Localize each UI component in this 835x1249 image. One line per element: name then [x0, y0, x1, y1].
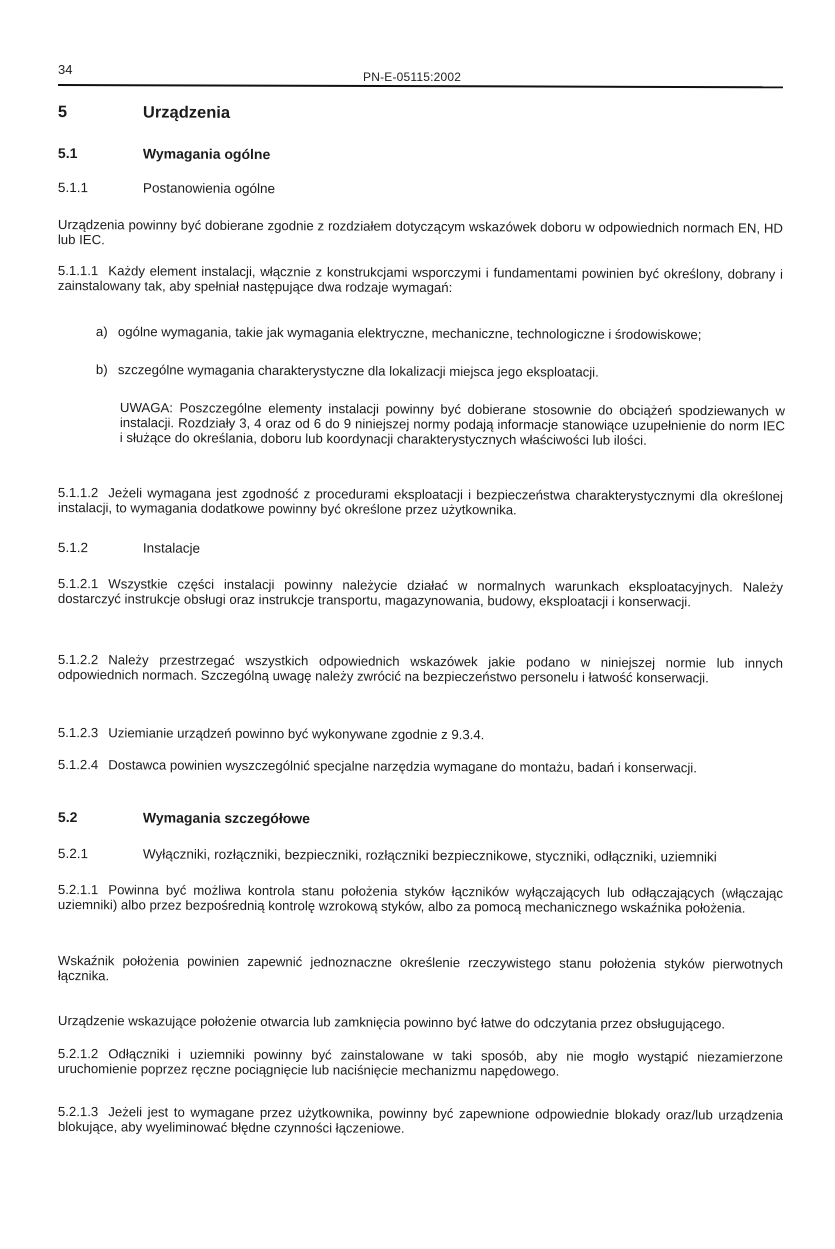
heading-title: Wyłączniki, rozłączniki, bezpieczniki, rozłączniki bezpiecznikowe, styczniki, odłączniki, uziemniki: [142, 846, 717, 865]
list-marker: b): [95, 362, 108, 378]
clause-5-2-1-3: [58, 1104, 783, 1138]
heading-number: 5.2.1: [57, 846, 89, 862]
paragraph-5-2-1-1-c: [58, 1013, 783, 1032]
list-item-a: [96, 324, 786, 343]
paragraph-text: Urządzenie wskazujące położenie otwarcia lub zamknięcia powinno być łatwe do odczytania przez obsługującego.: [57, 1013, 726, 1032]
heading-title: Wymagania ogólne: [142, 145, 271, 163]
clause-5-1-2-1: [58, 576, 783, 610]
heading-number: 5.1: [57, 145, 78, 162]
clause-text: Należy przestrzegać wszystkich odpowiednich wskazówek jakie podano w niniejszej normie lub innych odpowiednich normach. Szczególną uwagę należy zwrócić na bezpieczeństwo personelu i łatwość konserwacji.: [57, 652, 783, 686]
clause-number: 5.1.2.1: [57, 576, 99, 592]
list-item-b: [96, 362, 786, 381]
page-header: [58, 58, 783, 92]
clause-5-1-1-1: [58, 263, 783, 297]
heading-5-2-1: [58, 846, 783, 865]
clause-number: 5.1.1.2: [57, 485, 99, 501]
paragraph-5-2-1-1-b: [58, 953, 783, 987]
clause-text: Każdy element instalacji, włącznie z konstrukcjami wsporczymi i fundamentami powinien być określony, dobrany i zainstalowany tak, aby spełniał następujące dwa rodzaje wymagań:: [57, 263, 783, 296]
paragraph-text: Wskaźnik położenia powinien zapewnić jednoznaczne określenie rzeczywistego stanu położenia styków pierwotnych łącznika.: [57, 953, 783, 984]
heading-5-1-2: [58, 540, 783, 559]
section-title: Urządzenia: [142, 103, 231, 122]
standard-id: PN-E-05115:2002: [363, 70, 462, 84]
note-text: UWAGA: Poszczególne elementy instalacji powinny być dobierane stosownie do obciążeń spodziewanych w instalacji. Rozdziały 3, 4 oraz od 6 do 9 niniejszej normy podają informacje stanowiące uzupełnienie do norm IEC i służące do określania, doboru lub koordynacji charakterystycznych właściwości lub ilości.: [119, 400, 785, 448]
clause-text: Jeżeli jest to wymagane przez użytkownika, powinny być zapewnione odpowiednie blokady oraz/lub urządzenia blokujące, aby wyeliminować błędne czynności łączeniowe.: [57, 1104, 783, 1136]
heading-number: 5.1.1: [57, 180, 89, 196]
list-text: szczególne wymagania charakterystyczne dla lokalizacji miejsca jego eksploatacji.: [117, 362, 599, 380]
clause-number: 5.1.2.3: [57, 725, 99, 741]
clause-number: 5.2.1.1: [57, 882, 99, 898]
heading-number: 5.1.2: [57, 540, 89, 556]
clause-5-1-2-4: [58, 757, 783, 776]
clause-text: Jeżeli wymagana jest zgodność z procedurami eksploatacji i bezpieczeństwa charakterystycznymi dla określonej instalacji, to wymagania dodatkowe powinny być określone przez użytkownika.: [57, 485, 783, 518]
list-text: ogólne wymagania, takie jak wymagania elektryczne, mechaniczne, technologiczne i środowiskowe;: [117, 324, 702, 343]
heading-number: 5.2: [57, 809, 78, 826]
clause-text: Powinna być możliwa kontrola stanu położenia styków łączników wyłączających lub odłączających (włączając uziemniki) albo przez bezpośrednią kontrolę wzrokową styków, albo za pomocą mechanicznego wskaźnika położenia.: [57, 882, 783, 916]
section-heading-5: [58, 105, 783, 124]
clause-5-1-2-2: [58, 652, 783, 686]
clause-5-2-1-1: [58, 882, 783, 916]
clause-5-1-2-3: [58, 725, 783, 744]
heading-title: Postanowienia ogólne: [142, 180, 276, 197]
clause-text: Wszystkie części instalacji powinny należycie działać w normalnych warunkach eksploatacyjnych. Należy dostarczyć instrukcje obsługi oraz instrukcje transportu, magazynowania, budowy, eksploatacji i konserwacji.: [57, 576, 783, 610]
paragraph-5-1-1: [58, 217, 783, 251]
clause-number: 5.2.1.2: [57, 1046, 99, 1062]
clause-text: Odłączniki i uziemniki powinny być zainstalowane w taki sposób, aby nie mogło wystąpić niezamierzone uruchomienie poprzez ręczne pociągnięcie lub naciśnięcie mechanizmu napędowego.: [57, 1046, 783, 1079]
clause-number: 5.1.2.4: [57, 757, 99, 773]
page-number: 34: [58, 62, 73, 77]
clause-number: 5.2.1.3: [57, 1104, 99, 1120]
clause-5-2-1-2: [58, 1046, 783, 1080]
clause-number: 5.1.2.2: [57, 652, 99, 668]
heading-5-1: [58, 146, 783, 165]
heading-title: Instalacje: [142, 540, 201, 556]
clause-5-1-1-2: [58, 485, 783, 519]
list-marker: a): [95, 324, 108, 340]
heading-5-1-1: [58, 180, 783, 199]
section-number: 5: [57, 103, 68, 122]
header-rule: [58, 84, 783, 88]
heading-title: Wymagania szczegółowe: [142, 809, 311, 827]
paragraph-text: Urządzenia powinny być dobierane zgodnie z rozdziałem dotyczącym wskazówek doboru w odpowiednich normach EN, HD lub IEC.: [57, 217, 783, 248]
heading-5-2: [58, 810, 783, 829]
clause-text: Dostawca powinien wyszczególnić specjalne narzędzia wymagane do montażu, badań i konserwacji.: [108, 757, 697, 776]
note-uwaga: [120, 400, 785, 448]
clause-text: Uziemianie urządzeń powinno być wykonywane zgodnie z 9.3.4.: [108, 725, 485, 743]
clause-number: 5.1.1.1: [57, 263, 99, 279]
